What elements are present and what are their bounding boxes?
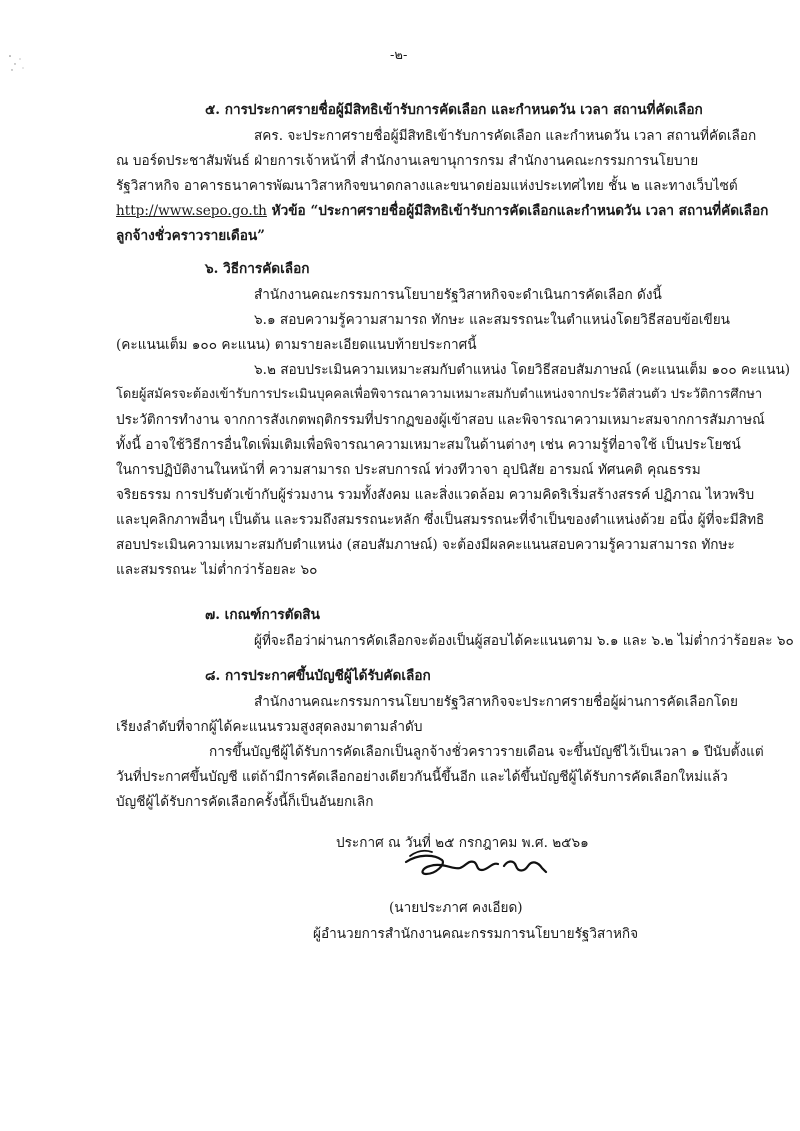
section-8-line-1: สำนักงานคณะกรรมการนโยบายรัฐวิสาหกิจจะประกาศรายชื่อผู้ผ่านการคัดเลือกโดย bbox=[254, 694, 738, 710]
handwritten-signature bbox=[396, 840, 556, 890]
section-6-line-4: ๖.๒ สอบประเมินความเหมาะสมกับตำแหน่ง โดยวิธีสอบสัมภาษณ์ (คะแนนเต็ม ๑๐๐ คะแนน) bbox=[254, 362, 791, 378]
section-8-heading: ๘. การประกาศขึ้นบัญชีผู้ได้รับคัดเลือก bbox=[205, 668, 431, 684]
signer-name: (นายประภาศ คงเอียด) bbox=[389, 900, 523, 916]
section-5-line-3: รัฐวิสาหกิจ อาคารธนาคารพัฒนาวิสาหกิจขนาดกลางและขนาดย่อมแห่งประเทศไทย ชั้น ๒ และทางเว็บไซต์ bbox=[116, 178, 738, 194]
section-8-line-3: การขึ้นบัญชีผู้ได้รับการคัดเลือกเป็นลูกจ้างชั่วคราวรายเดือน จะขึ้นบัญชีไว้เป็นเวลา ๑ ปีนับตั้งแต่ bbox=[209, 744, 764, 760]
section-6-line-11: สอบประเมินความเหมาะสมกับตำแหน่ง (สอบสัมภาษณ์) จะต้องมีผลคะแนนสอบความรู้ความสามารถ ทักษะ bbox=[116, 537, 735, 553]
section-6-line-7: ทั้งนี้ อาจใช้วิธีการอื่นใดเพิ่มเติมเพื่อพิจารณาความเหมาะสมในด้านต่างๆ เช่น ความรู้ที่อาจใช้ เป็นประโยชน์ bbox=[116, 437, 741, 453]
page-number: -๒- bbox=[390, 48, 408, 63]
signer-title: ผู้อำนวยการสำนักงานคณะกรรมการนโยบายรัฐวิสาหกิจ bbox=[313, 926, 639, 942]
section-5-line-1: สคร. จะประกาศรายชื่อผู้มีสิทธิเข้ารับการคัดเลือก และกำหนดวัน เวลา สถานที่คัดเลือก bbox=[254, 128, 757, 144]
section-5-line-4 bbox=[116, 201, 768, 221]
section-6-line-5: โดยผู้สมัครจะต้องเข้ารับการประเมินบุคคลเพื่อพิจารณาความเหมาะสมกับตำแหน่งจากประวัติส่วนตัว ประวัติการศึกษา bbox=[116, 387, 763, 402]
section-5-heading: ๕. การประกาศรายชื่อผู้มีสิทธิเข้ารับการคัดเลือก และกำหนดวัน เวลา สถานที่คัดเลือก bbox=[205, 102, 703, 118]
section-5-line-2: ณ บอร์ดประชาสัมพันธ์ ฝ่ายการเจ้าหน้าที่ สำนักงานเลขานุการกรม สำนักงานคณะกรรมการนโยบาย bbox=[116, 153, 699, 169]
section-6-line-6: ประวัติการทำงาน จากการสังเกตพฤติกรรมที่ปรากฏของผู้เข้าสอบ และพิจารณาความเหมาะสมจากการสัมภาษณ์ bbox=[116, 412, 765, 428]
section-6-line-12: และสมรรถนะ ไม่ต่ำกว่าร้อยละ ๖๐ bbox=[116, 562, 318, 578]
section-7-heading: ๗. เกณฑ์การตัดสิน bbox=[205, 607, 320, 623]
section-6-heading: ๖. วิธีการคัดเลือก bbox=[205, 261, 310, 277]
section-6-line-2: ๖.๑ สอบความรู้ความสามารถ ทักษะ และสมรรถนะในตำแหน่งโดยวิธีสอบข้อเขียน bbox=[254, 312, 730, 328]
section-6-line-1: สำนักงานคณะกรรมการนโยบายรัฐวิสาหกิจจะดำเนินการคัดเลือก ดังนี้ bbox=[254, 287, 662, 303]
section-5-line-5: ลูกจ้างชั่วคราวรายเดือน” bbox=[116, 228, 265, 244]
section-8-line-4: วันที่ประกาศขึ้นบัญชี แต่ถ้ามีการคัดเลือกอย่างเดียวกันนี้ขึ้นอีก และได้ขึ้นบัญชีผู้ได้รับการคัดเลือกใหม่แล้ว bbox=[116, 769, 728, 785]
sepo-website-link[interactable]: http://www.sepo.go.th bbox=[116, 203, 267, 219]
section-6-line-9: จริยธรรม การปรับตัวเข้ากับผู้ร่วมงาน รวมทั้งสังคม และสิ่งแวดล้อม ความคิดริเริ่มสร้างสรรค์ ปฏิภาณ ไหวพริบ bbox=[116, 487, 755, 503]
section-8-line-5: บัญชีผู้ได้รับการคัดเลือกครั้งนี้ก็เป็นอันยกเลิก bbox=[116, 794, 374, 810]
section-6-line-10: และบุคลิกภาพอื่นๆ เป็นต้น และรวมถึงสมรรถนะหลัก ซึ่งเป็นสมรรถนะที่จำเป็นของตำแหน่งด้วย อนึ่ง ผู้ที่จะมีสิทธิ bbox=[116, 512, 765, 528]
section-7-line-1: ผู้ที่จะถือว่าผ่านการคัดเลือกจะต้องเป็นผู้สอบได้คะแนนตาม ๖.๑ และ ๖.๒ ไม่ต่ำกว่าร้อยละ ๖๐ bbox=[254, 633, 794, 649]
section-6-line-3: (คะแนนเต็ม ๑๐๐ คะแนน) ตามรายละเอียดแนบท้ายประกาศนี้ bbox=[116, 337, 477, 353]
section-5-line-4-rest: หัวข้อ “ประกาศรายชื่อผู้มีสิทธิเข้ารับการคัดเลือกและกำหนดวัน เวลา สถานที่คัดเลือก bbox=[266, 203, 769, 219]
scan-specks bbox=[6, 50, 36, 80]
section-6-line-8: ในการปฏิบัติงานในหน้าที่ ความสามารถ ประสบการณ์ ท่วงทีวาจา อุปนิสัย อารมณ์ ทัศนคติ คุณธรรม bbox=[116, 462, 701, 478]
section-8-line-2: เรียงลำดับที่จากผู้ได้คะแนนรวมสูงสุดลงมาตามลำดับ bbox=[116, 719, 423, 735]
announcement-date: ประกาศ ณ วันที่ ๒๕ กรกฎาคม พ.ศ. ๒๕๖๑ bbox=[336, 835, 589, 851]
